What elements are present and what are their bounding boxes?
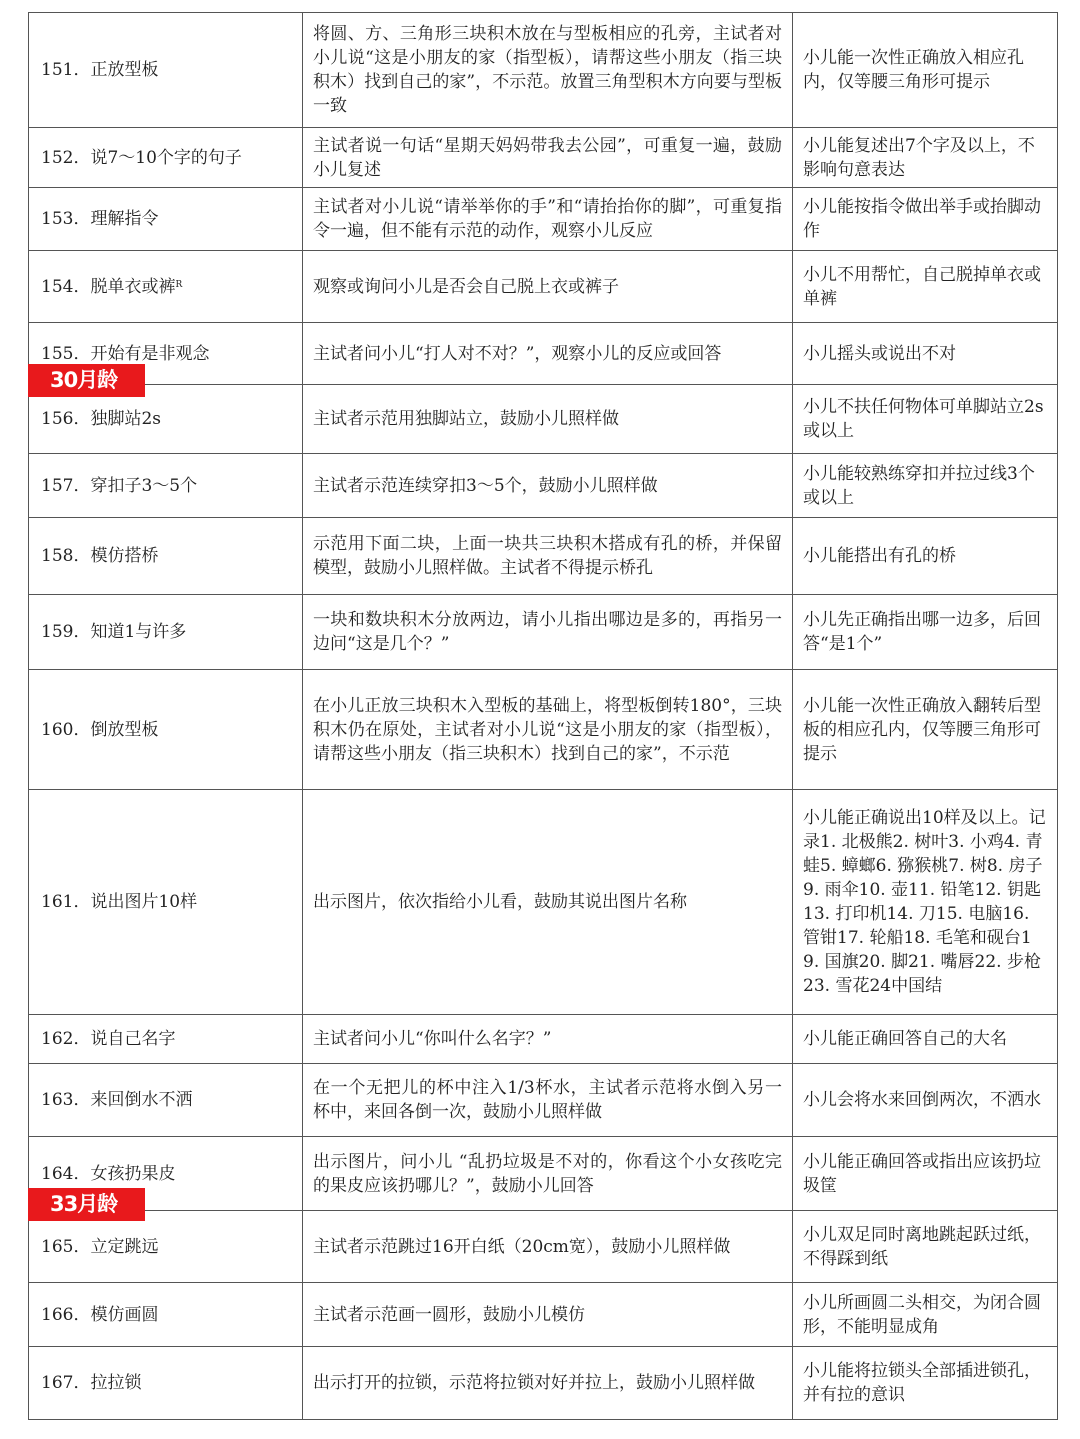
item-name-cell	[29, 128, 303, 188]
item-name: 161．说出图片10样	[41, 892, 198, 912]
item-name: 167．拉拉锁	[41, 1373, 142, 1393]
item-name: 152．说7～10个字的句子	[41, 147, 242, 168]
test-method-cell: 主试者示范跳过16开白纸（20cm宽），鼓励小儿照样做	[303, 1211, 793, 1283]
pass-criteria-cell: 小儿能正确回答或指出应该扔垃圾筐	[793, 1137, 1058, 1211]
item-name-cell	[29, 595, 303, 670]
item-name: 166．模仿画圆	[41, 1304, 159, 1325]
item-name: 154．脱单衣或裤	[41, 276, 176, 297]
item-name-cell	[29, 1347, 303, 1420]
age-marker-33-months: 33月龄	[28, 1188, 145, 1221]
pass-criteria-cell: 小儿能一次性正确放入相应孔内，仅等腰三角形可提示	[793, 13, 1058, 128]
item-name-cell	[29, 1283, 303, 1347]
table-body	[29, 13, 1058, 1420]
table-row	[29, 1064, 1058, 1137]
test-method-cell: 主试者说一句话“星期天妈妈带我去公园”，可重复一遍，鼓励小儿复述	[303, 128, 793, 188]
item-name-cell	[29, 1015, 303, 1064]
pass-criteria-cell: 小儿能按指令做出举手或抬脚动作	[793, 188, 1058, 251]
item-name-cell	[29, 1064, 303, 1137]
item-name-cell	[29, 454, 303, 518]
item-name-cell	[29, 188, 303, 251]
pass-criteria-cell: 小儿所画圆二头相交，为闭合圆形，不能明显成角	[793, 1283, 1058, 1347]
test-method-cell: 出示图片，依次指给小儿看，鼓励其说出图片名称	[303, 790, 793, 1015]
test-method-cell: 将圆、方、三角形三块积木放在与型板相应的孔旁，主试者对小儿说“这是小朋友的家（指型板），请帮这些小朋友（指三块积木）找到自己的家”，不示范。放置三角型积木方向要与型板一致	[303, 13, 793, 128]
test-method-cell: 出示图片，问小儿 “乱扔垃圾是不对的，你看这个小女孩吃完的果皮应该扔哪儿？”，鼓励小儿回答	[303, 1137, 793, 1211]
table-row	[29, 1283, 1058, 1347]
item-name-cell	[29, 251, 303, 323]
item-name: 159．知道1与许多	[41, 622, 187, 642]
test-method-cell: 在小儿正放三块积木入型板的基础上，将型板倒转180°，三块积木仍在原处，主试者对小儿说“这是小朋友的家（指型板），请帮这些小朋友（指三块积木）找到自己的家”，不示范	[303, 670, 793, 790]
item-name-cell	[29, 518, 303, 595]
item-name: 153．理解指令	[41, 209, 159, 229]
test-method-cell: 出示打开的拉锁，示范将拉锁对好并拉上，鼓励小儿照样做	[303, 1347, 793, 1420]
test-method-cell: 主试者问小儿“你叫什么名字？”	[303, 1015, 793, 1064]
test-method-cell: 在一个无把儿的杯中注入1/3杯水，主试者示范将水倒入另一杯中，来回各倒一次，鼓励小儿照样做	[303, 1064, 793, 1137]
item-name-cell	[29, 1211, 303, 1283]
item-name: 163．来回倒水不洒	[41, 1090, 193, 1110]
test-method-cell: 主试者示范连续穿扣3～5个，鼓励小儿照样做	[303, 454, 793, 518]
table-row	[29, 1211, 1058, 1283]
table-row	[29, 251, 1058, 323]
pass-criteria-cell: 小儿能一次性正确放入翻转后型板的相应孔内，仅等腰三角形可提示	[793, 670, 1058, 790]
test-method-cell: 示范用下面二块，上面一块共三块积木搭成有孔的桥，并保留模型，鼓励小儿照样做。主试者不得提示桥孔	[303, 518, 793, 595]
table-row	[29, 385, 1058, 454]
assessment-table	[28, 12, 1058, 1420]
pass-criteria-cell: 小儿能复述出7个字及以上，不影响句意表达	[793, 128, 1058, 188]
age-marker-30-months: 30月龄	[28, 364, 145, 397]
test-method-cell: 观察或询问小儿是否会自己脱上衣或裤子	[303, 251, 793, 323]
table-row	[29, 454, 1058, 518]
table-row	[29, 790, 1058, 1015]
test-method-cell: 主试者示范画一圆形，鼓励小儿模仿	[303, 1283, 793, 1347]
pass-criteria-cell: 小儿能正确回答自己的大名	[793, 1015, 1058, 1064]
pass-criteria-cell: 小儿双足同时离地跳起跃过纸，不得踩到纸	[793, 1211, 1058, 1283]
test-method-cell: 主试者示范用独脚站立，鼓励小儿照样做	[303, 385, 793, 454]
item-name-cell	[29, 670, 303, 790]
pass-criteria-cell: 小儿摇头或说出不对	[793, 323, 1058, 385]
table-row	[29, 1015, 1058, 1064]
item-name: 164．女孩扔果皮	[41, 1163, 176, 1184]
item-name: 160．倒放型板	[41, 719, 159, 740]
table-row	[29, 518, 1058, 595]
table-row	[29, 13, 1058, 128]
item-name: 156．独脚站2s	[41, 409, 161, 429]
test-method-cell: 主试者问小儿“打人对不对？”，观察小儿的反应或回答	[303, 323, 793, 385]
item-name: 151．正放型板	[41, 60, 159, 80]
pass-criteria-cell: 小儿能将拉锁头全部插进锁孔，并有拉的意识	[793, 1347, 1058, 1420]
item-name: 157．穿扣子3～5个	[41, 475, 198, 496]
table-row	[29, 188, 1058, 251]
item-superscript: R	[175, 279, 183, 290]
item-name-cell	[29, 790, 303, 1015]
table-row	[29, 670, 1058, 790]
item-name: 158．模仿搭桥	[41, 546, 159, 566]
pass-criteria-cell: 小儿能搭出有孔的桥	[793, 518, 1058, 595]
pass-criteria-cell: 小儿能正确说出10样及以上。记录1. 北极熊2. 树叶3. 小鸡4. 青蛙5. 蟑螂6. 猕猴桃7. 树8. 房子9. 雨伞10. 壶11. 铅笔12. 钥匙13. 打印机14. 刀15. 电脑16. 管钳17. 轮船18. 毛笔和砚台19. 国旗20. 脚21. 嘴唇22. 步枪23. 雪花24中国结	[793, 790, 1058, 1015]
pass-criteria-cell: 小儿会将水来回倒两次，不洒水	[793, 1064, 1058, 1137]
test-method-cell: 主试者对小儿说“请举举你的手”和“请抬抬你的脚”，可重复指令一遍，但不能有示范的动作，观察小儿反应	[303, 188, 793, 251]
table-row	[29, 1137, 1058, 1211]
item-name: 155．开始有是非观念	[41, 343, 210, 364]
pass-criteria-cell: 小儿先正确指出哪一边多，后回答“是1个”	[793, 595, 1058, 670]
item-name: 162．说自己名字	[41, 1029, 176, 1049]
pass-criteria-cell: 小儿不用帮忙，自己脱掉单衣或单裤	[793, 251, 1058, 323]
test-method-cell: 一块和数块积木分放两边，请小儿指出哪边是多的，再指另一边问“这是几个？”	[303, 595, 793, 670]
item-name: 165．立定跳远	[41, 1236, 159, 1257]
table-row	[29, 1347, 1058, 1420]
table-row	[29, 323, 1058, 385]
pass-criteria-cell: 小儿不扶任何物体可单脚站立2s或以上	[793, 385, 1058, 454]
pass-criteria-cell: 小儿能较熟练穿扣并拉过线3个或以上	[793, 454, 1058, 518]
table-row	[29, 128, 1058, 188]
item-name-cell	[29, 13, 303, 128]
table-row	[29, 595, 1058, 670]
